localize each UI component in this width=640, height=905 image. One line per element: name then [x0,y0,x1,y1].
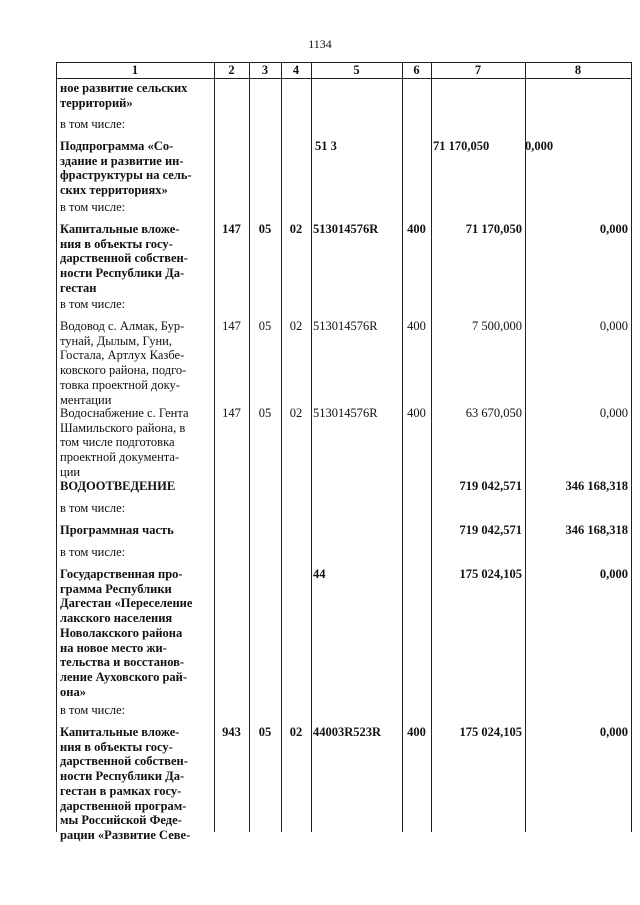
row-c2: 943 [222,725,241,739]
row-name: Программная часть [60,523,174,537]
row-c4: 02 [289,725,303,739]
row-c4: 02 [289,319,303,333]
row-name: в том числе: [60,297,126,311]
row-c2: 147 [222,222,241,236]
row-name: Водоснабжение с. Гента Шамильского района, в том числе подготовка проектной документа- ции [60,406,189,479]
page-number: 1134 [308,37,332,51]
col-border [402,62,403,832]
row-code: 513014576R [313,319,378,333]
row-value-8: 0,000 [599,406,628,420]
header-col-4: 4 [292,63,300,77]
row-value-8: 0,000 [525,139,554,153]
row-name: в том числе: [60,703,126,717]
row-code: 44003R523R [313,725,382,739]
row-c4: 02 [289,222,303,236]
header-col-6: 6 [413,63,420,77]
row-code: 44 [313,567,326,581]
row-c3: 05 [258,319,272,333]
header-col-5: 5 [353,63,360,77]
col-border [56,62,57,832]
row-c6: 400 [407,222,426,236]
header-bottom-border [56,78,632,79]
row-name: Подпрограмма «Со- здание и развитие ин- фраструктуры на сель- ских территориях» [60,139,192,198]
row-name: Капитальные вложе- ния в объекты госу- дарственной собствен- ности Республики Да- гестан в рамках госу- дарственной програм- мы Российской Феде- рации «Развитие Севе- [60,725,191,842]
row-name: в том числе: [60,501,126,515]
row-value-7: 71 170,050 [433,139,490,153]
row-code: 513014576R [313,406,378,420]
row-code: 51 3 [315,139,337,153]
row-c6: 400 [407,406,426,420]
row-name: ное развитие сельских территорий» [60,81,188,110]
row-value-7: 175 024,105 [459,567,522,581]
col-border [214,62,215,832]
row-c6: 400 [407,319,426,333]
row-c6: 400 [407,725,426,739]
header-col-7: 7 [474,63,482,77]
row-c3: 05 [258,406,272,420]
row-value-7: 719 042,571 [459,523,522,537]
header-col-1: 1 [131,63,139,77]
col-border [631,62,632,832]
col-border [281,62,282,832]
row-value-7: 63 670,050 [465,406,522,420]
col-border [525,62,526,832]
row-value-8: 346 168,318 [565,479,628,493]
row-code: 513014576R [313,222,379,236]
col-border [431,62,432,832]
row-c2: 147 [222,319,241,333]
row-name: ВОДООТВЕДЕНИЕ [60,479,176,493]
header-col-3: 3 [261,63,269,77]
row-name: Водовод с. Алмак, Бур- тунай, Дылым, Гуни, Гостала, Артлух Казбе- ковского района, подго- товка проектной доку- ментации [60,319,187,407]
col-border [311,62,312,832]
row-value-7: 71 170,050 [465,222,522,236]
row-name: Государственная про- грамма Республики Дагестан «Переселение лакского населения Новолакского района на новое место жи- тельства и восстанов- ление Ауховского рай- она» [60,567,193,699]
row-name: в том числе: [60,117,126,131]
row-value-8: 0,000 [599,567,628,581]
row-value-7: 719 042,571 [459,479,522,493]
row-value-8: 0,000 [599,725,628,739]
row-value-7: 7 500,000 [472,319,522,333]
row-c3: 05 [258,222,272,236]
budget-table [56,62,632,842]
row-value-8: 346 168,318 [565,523,628,537]
row-value-8: 0,000 [599,319,628,333]
row-value-8: 0,000 [599,222,628,236]
row-name: Капитальные вложе- ния в объекты госу- дарственной собствен- ности Республики Да- гестан [60,222,188,295]
row-value-7: 175 024,105 [459,725,522,739]
col-border [249,62,250,832]
header-col-2: 2 [228,63,235,77]
row-name: в том числе: [60,200,126,214]
row-c4: 02 [289,406,303,420]
row-c3: 05 [258,725,272,739]
row-c2: 147 [222,406,241,420]
row-name: в том числе: [60,545,126,559]
header-col-8: 8 [574,63,582,77]
